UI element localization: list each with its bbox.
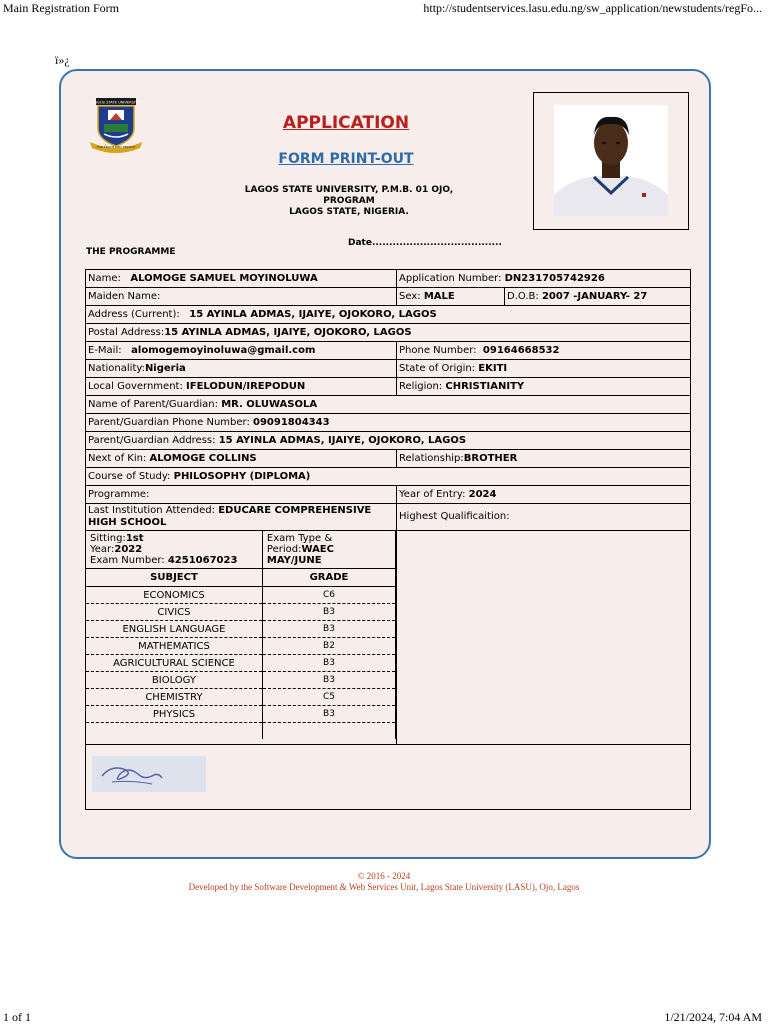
passport-photo-frame xyxy=(533,92,689,230)
sex-value: MALE xyxy=(423,290,455,302)
application-number-value: DN231705742926 xyxy=(504,272,605,284)
year-of-entry-value: 2024 xyxy=(468,488,497,500)
footer-developer: Developed by the Software Development & Web Services Unit, Lagos State University (LASU), Ojo, Lagos xyxy=(188,882,580,892)
address-cell: Address (Current): 15 AYINLA ADMAS, IJAIYE, OJOKORO, LAGOS xyxy=(86,306,691,324)
print-footer-page: 1 of 1 xyxy=(3,1010,31,1024)
grade-header: GRADE xyxy=(262,569,395,587)
row-maiden xyxy=(86,288,691,306)
result-grade: B3 xyxy=(262,621,395,638)
row-guardian-phone xyxy=(86,414,691,432)
result-subject: PHYSICS xyxy=(86,706,262,723)
postal-address-cell: Postal Address:15 AYINLA ADMAS, IJAIYE, OJOKORO, LAGOS xyxy=(86,324,691,342)
exam-period-value-2: MAY/JUNE xyxy=(266,555,322,566)
row-course xyxy=(86,468,691,486)
last-institution-cell: Last Institution Attended: EDUCARE COMPREHENSIVE HIGH SCHOOL xyxy=(86,504,397,531)
row-kin xyxy=(86,450,691,468)
result-grade: C5 xyxy=(262,689,395,706)
last-institution-value: EDUCARE COMPREHENSIVE HIGH SCHOOL xyxy=(88,505,372,528)
guardian-address-value: 15 AYINLA ADMAS, IJAIYE, OJOKORO, LAGOS xyxy=(218,434,467,446)
guardian-phone-value: 09091804343 xyxy=(253,416,330,428)
row-email xyxy=(86,342,691,360)
exam-period-value: WAEC xyxy=(301,544,334,555)
logo-motto: FOR TRUTH AND SERVICE xyxy=(96,145,136,149)
postal-address-value: 15 AYINLA ADMAS, IJAIYE, OJOKORO, LAGOS xyxy=(164,326,412,338)
footer-copyright: © 2016 - 2024 xyxy=(357,871,411,881)
result-grade: C6 xyxy=(262,587,395,604)
row-lga xyxy=(86,378,691,396)
logo-label: LAGOS STATE UNIVERSITY xyxy=(92,100,140,105)
result-grade: B3 xyxy=(262,655,395,672)
address-line-3: LAGOS STATE, NIGERIA. xyxy=(289,207,409,217)
row-programme xyxy=(86,486,691,504)
name-cell: Name: ALOMOGE SAMUEL MOYINOLUWA xyxy=(86,270,397,288)
row-guardian xyxy=(86,396,691,414)
lga-cell: Local Government: IFELODUN/IREPODUN xyxy=(86,378,397,396)
result-subject: CHEMISTRY xyxy=(86,689,262,706)
row-postal xyxy=(86,324,691,342)
dob-value: 2007 -JANUARY- 27 xyxy=(541,290,648,302)
row-last-institution xyxy=(86,504,691,531)
result-row xyxy=(86,672,396,689)
lga-value: IFELODUN/IREPODUN xyxy=(186,380,306,392)
result-subject: CIVICS xyxy=(86,604,262,621)
result-row xyxy=(86,706,396,723)
nationality-value: Nigeria xyxy=(144,362,186,374)
result-grade: B3 xyxy=(262,706,395,723)
second-sitting-cell xyxy=(397,531,691,745)
programme-cell: Programme: xyxy=(86,486,397,504)
exam-number-value: 4251067023 xyxy=(167,555,238,566)
relationship-cell: Relationship:BROTHER xyxy=(397,450,691,468)
result-grade: B2 xyxy=(262,638,395,655)
guardian-cell: Name of Parent/Guardian: MR. OLUWASOLA xyxy=(86,396,691,414)
subject-header: SUBJECT xyxy=(86,569,262,587)
phone-cell: Phone Number: 09164668532 xyxy=(397,342,691,360)
nationality-cell: Nationality:Nigeria xyxy=(86,360,397,378)
form-subtitle: FORM PRINT-OUT xyxy=(278,151,414,167)
guardian-address-cell: Parent/Guardian Address: 15 AYINLA ADMAS, IJAIYE, OJOKORO, LAGOS xyxy=(86,432,691,450)
address-line-1: LAGOS STATE UNIVERSITY, P.M.B. 01 OJO, xyxy=(244,185,454,195)
state-of-origin-value: EKITI xyxy=(478,362,508,374)
result-grade: B3 xyxy=(262,604,395,621)
print-header-url: http://studentservices.lasu.edu.ng/sw_application/newstudents/regFo... xyxy=(423,1,762,15)
result-subject: AGRICULTURAL SCIENCE xyxy=(86,655,262,672)
bom-text: ï»¿ xyxy=(55,53,70,67)
sitting-value: 1st xyxy=(125,533,144,544)
email-value: alomogemoyinoluwa@gmail.com xyxy=(131,344,316,356)
phone-value: 09164668532 xyxy=(482,344,560,356)
dob-cell: D.O.B: 2007 -JANUARY- 27 xyxy=(505,288,691,306)
result-grade: B3 xyxy=(262,672,395,689)
religion-cell: Religion: CHRISTIANITY xyxy=(397,378,691,396)
course-cell: Course of Study: PHILOSOPHY (DIPLOMA) xyxy=(86,468,691,486)
row-name xyxy=(86,270,691,288)
guardian-value: MR. OLUWASOLA xyxy=(221,398,318,410)
passport-photo xyxy=(554,105,668,216)
result-row xyxy=(86,638,396,655)
address-line-2: PROGRAM xyxy=(323,196,375,206)
row-nationality xyxy=(86,360,691,378)
result-row xyxy=(86,587,396,604)
exam-results-table xyxy=(86,531,396,739)
application-number-cell: Application Number: DN231705742926 xyxy=(397,270,691,288)
email-cell: E-Mail: alomogemoyinoluwa@gmail.com xyxy=(86,342,397,360)
highest-qualification-cell: Highest Qualificaition: xyxy=(397,504,691,531)
next-of-kin-value: ALOMOGE COLLINS xyxy=(149,452,257,464)
name-value: ALOMOGE SAMUEL MOYINOLUWA xyxy=(130,272,318,284)
result-subject: ENGLISH LANGUAGE xyxy=(86,621,262,638)
result-row xyxy=(86,655,396,672)
registration-table xyxy=(85,269,691,810)
result-subject: MATHEMATICS xyxy=(86,638,262,655)
result-subject: ECONOMICS xyxy=(86,587,262,604)
exam-year-value: 2022 xyxy=(114,544,143,555)
state-of-origin-cell: State of Origin: EKITI xyxy=(397,360,691,378)
result-subject: BIOLOGY xyxy=(86,672,262,689)
religion-value: CHRISTIANITY xyxy=(445,380,525,392)
section-label: THE PROGRAMME xyxy=(86,247,176,257)
course-value: PHILOSOPHY (DIPLOMA) xyxy=(173,470,311,482)
form-title: APPLICATION xyxy=(282,113,410,133)
sex-cell: Sex: MALE xyxy=(397,288,505,306)
exam-type-info: Exam Type & Period:WAEC MAY/JUNE xyxy=(262,531,395,569)
result-row xyxy=(86,621,396,638)
row-address xyxy=(86,306,691,324)
print-footer-datetime: 1/21/2024, 7:04 AM xyxy=(664,1010,762,1024)
maiden-name-cell: Maiden Name: xyxy=(86,288,397,306)
result-row xyxy=(86,604,396,621)
guardian-phone-cell: Parent/Guardian Phone Number: 09091804343 xyxy=(86,414,691,432)
year-of-entry-cell: Year of Entry: 2024 xyxy=(397,486,691,504)
sitting-info: Sitting:1st Year:2022 Exam Number: 4251067023 xyxy=(90,533,238,566)
exam-results-cell xyxy=(86,531,397,745)
signature-image xyxy=(92,756,206,792)
relationship-value: BROTHER xyxy=(463,452,518,464)
row-exam xyxy=(86,531,691,745)
result-row xyxy=(86,689,396,706)
row-guardian-address xyxy=(86,432,691,450)
date-line: Date...................................... xyxy=(348,238,502,248)
address-value: 15 AYINLA ADMAS, IJAIYE, OJOKORO, LAGOS xyxy=(189,308,437,320)
print-header-title: Main Registration Form xyxy=(3,1,119,15)
next-of-kin-cell: Next of Kin: ALOMOGE COLLINS xyxy=(86,450,397,468)
